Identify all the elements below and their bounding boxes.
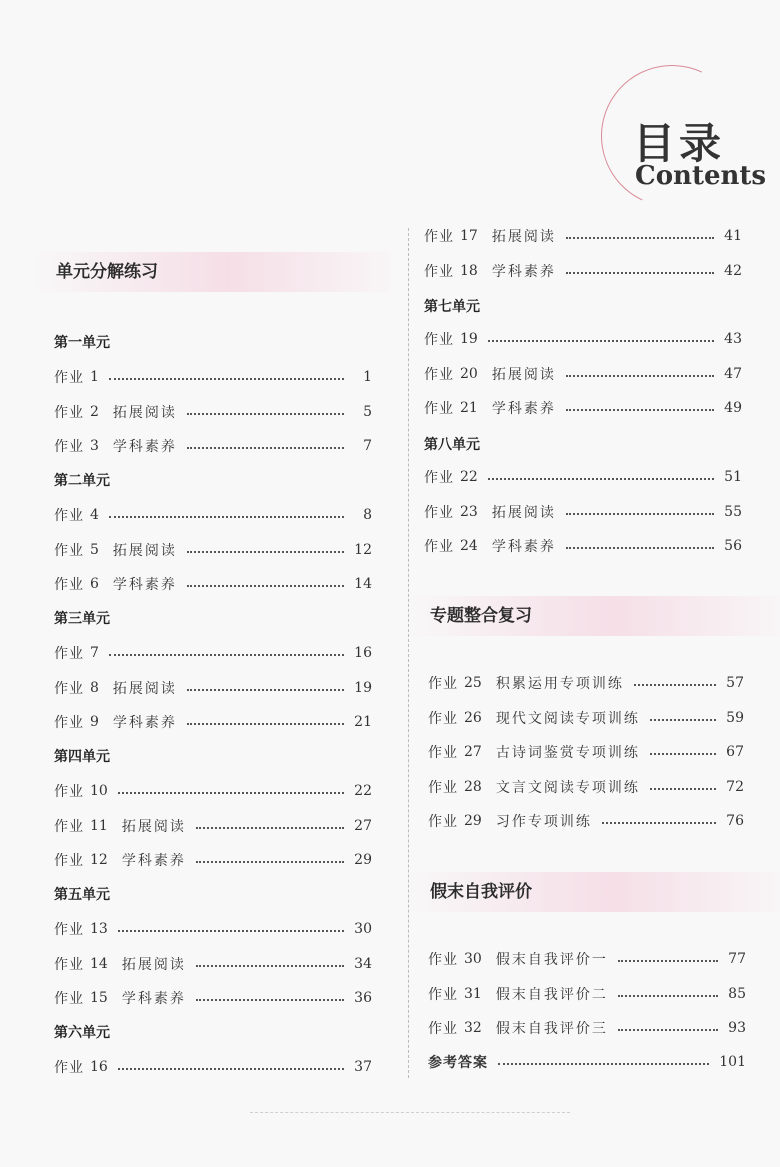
toc-row-page: 5 xyxy=(363,403,372,420)
toc-row-label: 作业 xyxy=(424,401,454,417)
toc-row-page: 42 xyxy=(724,262,742,279)
answers-row[interactable] xyxy=(428,1051,746,1073)
toc-leader-dots xyxy=(109,378,344,380)
toc-row-number: 16 xyxy=(90,1059,108,1075)
toc-row-label: 作业 xyxy=(54,680,84,697)
toc-row-number: 32 xyxy=(464,1020,482,1036)
toc-row[interactable] xyxy=(424,535,742,557)
toc-row-page: 85 xyxy=(728,985,746,1002)
toc-row-title: 学科素养 xyxy=(491,401,556,417)
toc-row-number: 1 xyxy=(90,369,99,385)
toc-row-title: 拓展阅读 xyxy=(491,504,556,521)
toc-row-title: 假末自我评价一 xyxy=(495,952,608,968)
toc-row-page: 43 xyxy=(724,331,742,347)
toc-row[interactable] xyxy=(428,776,744,798)
page-title: 目录 xyxy=(633,119,726,168)
toc-leader-dots xyxy=(634,684,716,686)
toc-row-number: 27 xyxy=(464,744,482,760)
toc-row-title: 拓展阅读 xyxy=(112,542,177,559)
toc-leader-dots xyxy=(488,340,714,342)
toc-leader-dots xyxy=(196,827,344,829)
toc-row-title: 拓展阅读 xyxy=(491,229,556,245)
toc-row[interactable] xyxy=(424,397,742,419)
unit-heading: 第五单元 xyxy=(54,887,110,903)
toc-row-label: 作业 xyxy=(428,952,458,968)
toc-row-label: 作业 xyxy=(54,956,84,973)
toc-row-number: 28 xyxy=(464,778,482,795)
toc-row-label: 作业 xyxy=(54,1060,84,1076)
unit-heading: 第六单元 xyxy=(54,1025,110,1041)
toc-row-number: 30 xyxy=(464,951,482,967)
toc-leader-dots xyxy=(118,930,344,932)
toc-row-label: 作业 xyxy=(54,818,84,835)
toc-row-title: 学科素养 xyxy=(112,439,177,455)
toc-row-label: 作业 xyxy=(428,1021,458,1037)
toc-row-page: 67 xyxy=(726,744,744,760)
toc-row-label: 作业 xyxy=(54,370,84,386)
toc-row-number: 29 xyxy=(464,813,482,829)
toc-row-number: 25 xyxy=(464,675,482,691)
toc-row-number: 3 xyxy=(90,438,99,454)
toc-leader-dots xyxy=(187,723,344,725)
toc-leader-dots xyxy=(187,585,344,587)
toc-row-number: 31 xyxy=(464,985,482,1002)
toc-row-label: 作业 xyxy=(424,470,454,486)
toc-row-label: 作业 xyxy=(424,229,454,245)
toc-leader-dots xyxy=(566,513,714,515)
toc-row[interactable] xyxy=(424,260,742,282)
toc-row-page: 14 xyxy=(354,576,372,592)
section-topic-review: 专题整合复习 xyxy=(404,596,780,636)
toc-row-number: 26 xyxy=(464,709,482,726)
toc-row-title: 古诗词鉴赏专项训练 xyxy=(495,745,640,761)
toc-row[interactable] xyxy=(424,225,742,247)
toc-leader-dots xyxy=(650,788,716,790)
unit-heading: 第八单元 xyxy=(424,437,480,453)
toc-row[interactable] xyxy=(428,1017,746,1039)
toc-row-number: 23 xyxy=(460,503,478,520)
toc-leader-dots xyxy=(566,375,714,377)
toc-row-number: 6 xyxy=(90,576,99,592)
toc-row-page: 27 xyxy=(354,817,372,834)
toc-row-title: 拓展阅读 xyxy=(121,818,186,835)
toc-leader-dots xyxy=(187,447,344,449)
toc-row-title: 学科素养 xyxy=(491,539,556,555)
bottom-rule xyxy=(250,1112,570,1113)
toc-row-label: 作业 xyxy=(54,784,84,800)
toc-row-label: 作业 xyxy=(428,745,458,761)
toc-row-page: 76 xyxy=(726,813,744,829)
toc-row-page: 47 xyxy=(724,365,742,382)
toc-row-title: 拓展阅读 xyxy=(112,404,177,421)
column-divider xyxy=(408,228,409,1078)
toc-row-label: 作业 xyxy=(54,439,84,455)
toc-row[interactable] xyxy=(424,501,742,523)
unit-heading: 第三单元 xyxy=(54,611,110,627)
toc-leader-dots xyxy=(618,960,718,962)
toc-row-page: 57 xyxy=(726,675,744,691)
toc-row-label: 作业 xyxy=(54,577,84,593)
toc-row-number: 4 xyxy=(90,507,99,523)
toc-row-page: 19 xyxy=(354,679,372,696)
toc-row[interactable] xyxy=(54,539,372,561)
toc-row-page: 93 xyxy=(728,1020,746,1036)
toc-row[interactable] xyxy=(54,1056,372,1078)
toc-leader-dots xyxy=(566,237,714,239)
toc-leader-dots xyxy=(196,999,344,1001)
toc-row[interactable] xyxy=(428,810,744,832)
toc-row-label: 作业 xyxy=(428,676,458,692)
toc-row-number: 8 xyxy=(90,679,99,696)
toc-row-label: 作业 xyxy=(424,366,454,383)
toc-row-page: 36 xyxy=(354,990,372,1006)
toc-leader-dots xyxy=(650,719,716,721)
toc-row-number: 13 xyxy=(90,921,108,937)
unit-heading: 第七单元 xyxy=(424,299,480,315)
toc-row-page: 8 xyxy=(363,507,372,523)
toc-row-page: 16 xyxy=(354,645,372,661)
toc-leader-dots xyxy=(566,547,714,549)
toc-leader-dots xyxy=(566,409,714,411)
toc-row[interactable] xyxy=(428,672,744,694)
toc-row-page: 56 xyxy=(724,538,742,554)
toc-row-title: 假末自我评价二 xyxy=(495,986,608,1003)
toc-row-title: 拓展阅读 xyxy=(121,956,186,973)
toc-leader-dots xyxy=(109,654,344,656)
toc-row[interactable] xyxy=(54,953,372,975)
toc-row-label: 作业 xyxy=(54,922,84,938)
toc-row-title: 学科素养 xyxy=(121,991,186,1007)
toc-row[interactable] xyxy=(54,849,372,871)
toc-row-label: 作业 xyxy=(54,715,84,731)
toc-row-label: 作业 xyxy=(428,986,458,1003)
toc-leader-dots xyxy=(566,272,714,274)
toc-row-number: 18 xyxy=(460,262,478,279)
toc-row-number: 2 xyxy=(90,403,99,420)
toc-row-label: 作业 xyxy=(54,853,84,869)
toc-leader-dots xyxy=(187,413,344,415)
toc-leader-dots xyxy=(618,995,718,997)
toc-leader-dots xyxy=(187,551,344,553)
toc-row-number: 22 xyxy=(460,469,478,485)
toc-leader-dots xyxy=(650,753,716,755)
toc-row-page: 72 xyxy=(726,778,744,795)
toc-row[interactable] xyxy=(54,780,372,802)
toc-row-page: 59 xyxy=(726,709,744,726)
unit-heading: 第二单元 xyxy=(54,473,110,489)
toc-row-number: 5 xyxy=(90,541,99,558)
toc-row-title: 学科素养 xyxy=(112,715,177,731)
toc-row-page: 12 xyxy=(354,541,372,558)
toc-row[interactable] xyxy=(424,328,742,350)
answers-label: 参考答案 xyxy=(428,1055,488,1071)
toc-row[interactable] xyxy=(54,642,372,664)
toc-row[interactable] xyxy=(54,573,372,595)
toc-row-page: 55 xyxy=(724,503,742,520)
toc-row-label: 作业 xyxy=(54,542,84,559)
toc-row-label: 作业 xyxy=(428,814,458,830)
toc-row-number: 21 xyxy=(460,400,478,416)
toc-row[interactable] xyxy=(424,363,742,385)
toc-row-page: 41 xyxy=(724,228,742,244)
page-subtitle: Contents xyxy=(635,161,767,191)
toc-row-number: 9 xyxy=(90,714,99,730)
toc-row-page: 22 xyxy=(354,783,372,799)
toc-row-page: 37 xyxy=(354,1059,372,1075)
toc-title-block xyxy=(595,55,770,205)
toc-row[interactable] xyxy=(54,918,372,940)
toc-row[interactable] xyxy=(428,948,746,970)
toc-leader-dots xyxy=(488,478,714,480)
answers-page: 101 xyxy=(719,1054,746,1070)
toc-row[interactable] xyxy=(424,466,742,488)
toc-row-number: 15 xyxy=(90,990,108,1006)
toc-row-page: 34 xyxy=(354,955,372,972)
toc-leader-dots xyxy=(196,861,344,863)
section-self-eval: 假末自我评价 xyxy=(404,872,780,912)
toc-row-page: 77 xyxy=(728,951,746,967)
toc-row-label: 作业 xyxy=(54,508,84,524)
toc-row-label: 作业 xyxy=(54,404,84,421)
toc-row-page: 21 xyxy=(354,714,372,730)
toc-row-title: 拓展阅读 xyxy=(491,366,556,383)
toc-row[interactable] xyxy=(54,815,372,837)
toc-row-title: 学科素养 xyxy=(121,853,186,869)
toc-row[interactable] xyxy=(428,741,744,763)
unit-heading: 第一单元 xyxy=(54,335,110,351)
toc-row-label: 作业 xyxy=(54,646,84,662)
toc-row-number: 10 xyxy=(90,783,108,799)
toc-row-title: 拓展阅读 xyxy=(112,680,177,697)
toc-row[interactable] xyxy=(428,983,746,1005)
toc-leader-dots xyxy=(196,965,344,967)
toc-row-number: 11 xyxy=(90,817,108,834)
toc-row[interactable] xyxy=(54,677,372,699)
toc-row[interactable] xyxy=(54,504,372,526)
toc-row-label: 作业 xyxy=(428,710,458,727)
toc-row[interactable] xyxy=(54,401,372,423)
toc-row-title: 文言文阅读专项训练 xyxy=(495,779,640,796)
toc-row-page: 1 xyxy=(363,369,372,385)
toc-row-label: 作业 xyxy=(424,263,454,280)
toc-row-label: 作业 xyxy=(428,779,458,796)
toc-row-title: 假末自我评价三 xyxy=(495,1021,608,1037)
toc-leader-dots xyxy=(118,792,344,794)
toc-row-label: 作业 xyxy=(54,991,84,1007)
toc-row-title: 习作专项训练 xyxy=(495,814,592,830)
toc-leader-dots xyxy=(618,1029,718,1031)
toc-row-page: 51 xyxy=(724,469,742,485)
toc-row-page: 7 xyxy=(363,438,372,454)
toc-row-label: 作业 xyxy=(424,504,454,521)
toc-row-title: 学科素养 xyxy=(491,263,556,280)
toc-row[interactable] xyxy=(428,707,744,729)
toc-leader-dots xyxy=(187,689,344,691)
toc-leader-dots xyxy=(109,516,344,518)
toc-row[interactable] xyxy=(54,366,372,388)
toc-row-number: 7 xyxy=(90,645,99,661)
toc-row-title: 积累运用专项训练 xyxy=(495,676,624,692)
unit-heading: 第四单元 xyxy=(54,749,110,765)
toc-row-page: 30 xyxy=(354,921,372,937)
toc-row-page: 29 xyxy=(354,852,372,868)
toc-row-number: 24 xyxy=(460,538,478,554)
toc-row-label: 作业 xyxy=(424,332,454,348)
toc-row-number: 12 xyxy=(90,852,108,868)
section-unit-practice: 单元分解练习 xyxy=(30,252,390,292)
toc-row-number: 17 xyxy=(460,228,478,244)
toc-leader-dots xyxy=(498,1063,709,1065)
toc-row-number: 19 xyxy=(460,331,478,347)
toc-leader-dots xyxy=(602,822,716,824)
toc-row[interactable] xyxy=(54,711,372,733)
toc-row-title: 学科素养 xyxy=(112,577,177,593)
toc-row-page: 49 xyxy=(724,400,742,416)
toc-row-label: 作业 xyxy=(424,539,454,555)
toc-row-title: 现代文阅读专项训练 xyxy=(495,710,640,727)
toc-row[interactable] xyxy=(54,987,372,1009)
toc-row[interactable] xyxy=(54,435,372,457)
toc-leader-dots xyxy=(118,1068,344,1070)
toc-row-number: 20 xyxy=(460,365,478,382)
toc-row-number: 14 xyxy=(90,955,108,972)
